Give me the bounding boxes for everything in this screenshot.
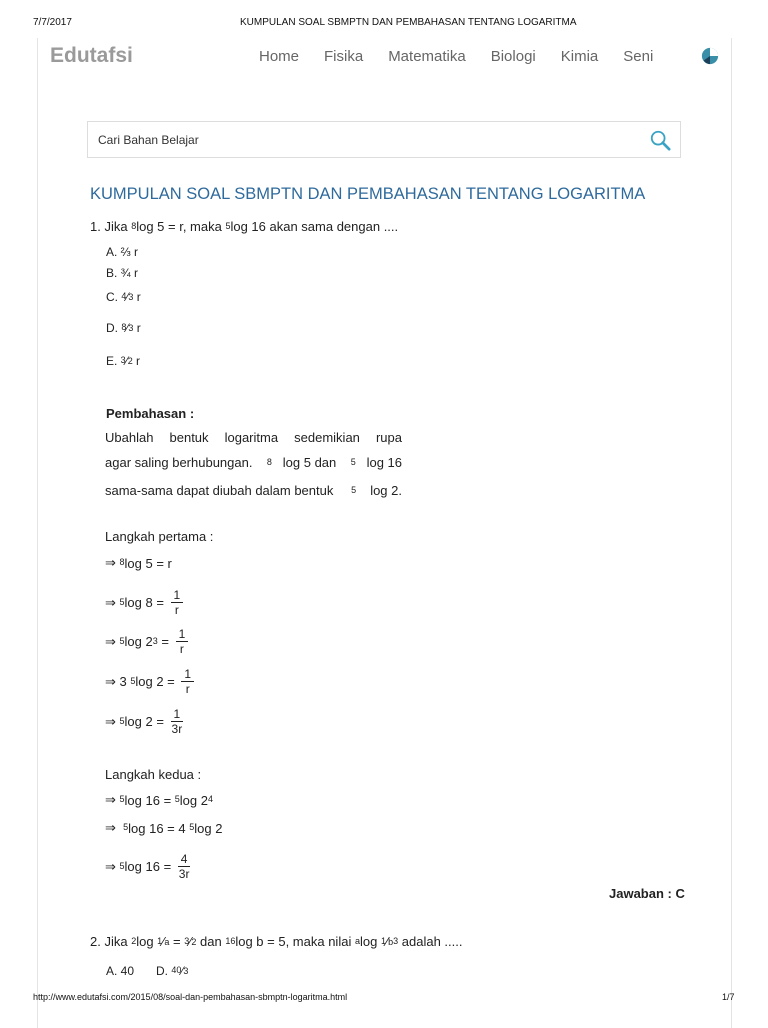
nav-biologi[interactable]: Biologi [490, 48, 536, 65]
superscript: 4 [208, 794, 214, 804]
numerator: 4 [178, 852, 191, 867]
solution-line [105, 627, 191, 656]
denominator: r [179, 642, 184, 656]
nav-matematika[interactable]: Matematika [388, 48, 466, 65]
print-date: 7/7/2017 [33, 17, 72, 28]
superscript: 5 [225, 220, 231, 231]
fraction [181, 667, 194, 696]
text: Langkah pertama : [105, 529, 214, 544]
question-line [90, 934, 462, 949]
superscript: 5 [130, 675, 136, 686]
subscript: 2 [191, 936, 197, 947]
text: log 16 [366, 455, 402, 470]
main-nav [259, 48, 678, 65]
superscript: 5 [119, 635, 125, 646]
text: log 16 = 4 [128, 820, 190, 836]
denominator: r [185, 682, 190, 696]
subscript: b [388, 936, 394, 947]
numerator: 1 [171, 588, 184, 603]
text: 1. Jika [90, 219, 132, 234]
solution-line [105, 483, 402, 498]
text: ⁄ [126, 321, 129, 335]
superscript: 8 [131, 220, 137, 231]
text: ⇒ [105, 820, 124, 835]
superscript: 4 [121, 291, 127, 301]
superscript: 16 [225, 935, 236, 946]
numerator: 1 [176, 627, 189, 642]
text: 2. Jika [90, 934, 132, 949]
answer-line [609, 886, 685, 901]
text: r [133, 290, 141, 304]
fraction [171, 707, 184, 736]
question-line [106, 266, 138, 280]
question-line [106, 354, 140, 368]
fraction [171, 588, 184, 617]
text: ⁄ [126, 290, 129, 304]
solution-line [105, 430, 402, 445]
nav-seni[interactable]: Seni [623, 48, 654, 65]
text: A. 40 [106, 964, 135, 978]
text: C. [106, 290, 122, 304]
question-line [106, 245, 138, 259]
superscript: 5 [350, 456, 356, 467]
superscript: 5 [119, 715, 125, 726]
subscript: 3 [128, 292, 134, 302]
text: D. [106, 321, 122, 335]
text: Langkah kedua : [105, 767, 202, 782]
question-line [156, 964, 188, 978]
text: ⇒ [105, 555, 120, 570]
text: ⁄ [385, 934, 389, 949]
solution-line [105, 852, 193, 881]
text: log 2 = [124, 714, 168, 729]
text: B. ¾ r [106, 266, 139, 280]
superscript: 5 [351, 484, 357, 495]
superscript: 5 [119, 860, 125, 871]
question-line [106, 290, 141, 304]
text: log 2 [124, 634, 153, 649]
nav-kimia[interactable]: Kimia [560, 48, 599, 65]
superscript: 3 [120, 355, 126, 365]
text: log b = 5, maka nilai [235, 934, 355, 949]
text: log 2. [370, 483, 402, 498]
label: Pembahasan : [106, 406, 195, 421]
text: log 8 = [124, 595, 168, 610]
solution-line [105, 455, 402, 470]
search-box [87, 121, 681, 158]
solution-line [105, 588, 186, 617]
superscript: 3 [184, 935, 190, 946]
question-line [106, 321, 141, 335]
superscript: 8 [266, 456, 272, 467]
text: ⁄ [189, 934, 192, 949]
solution-line [105, 767, 201, 782]
search-icon[interactable] [649, 129, 671, 151]
superscript: a [354, 935, 360, 946]
nav-fisika[interactable]: Fisika [324, 48, 364, 65]
text: adalah ..... [398, 934, 463, 949]
superscript: 5 [189, 822, 195, 832]
denominator: 3r [171, 722, 183, 736]
text: ⇒ [105, 713, 120, 729]
text: = [169, 934, 185, 949]
solution-line [105, 820, 222, 836]
text: ⇒ [105, 633, 120, 649]
print-title: KUMPULAN SOAL SBMPTN DAN PEMBAHASAN TENTANG LOGARITMA [240, 17, 577, 28]
denominator: r [174, 603, 179, 617]
numerator: 1 [181, 667, 194, 682]
superscript: 3 [393, 935, 399, 946]
page-number: 1/7 [722, 992, 735, 1002]
text: ⁄ [125, 354, 128, 368]
text: r [133, 321, 141, 335]
numerator: 1 [171, 707, 184, 722]
text: ⇒ [105, 858, 120, 874]
solution-line [105, 667, 197, 696]
text: E. [106, 354, 121, 368]
superscript: 8 [119, 557, 125, 567]
superscript: 3 [152, 635, 158, 646]
solution-line [106, 406, 194, 421]
text: log 2 [179, 792, 208, 808]
text: ⁄ [162, 934, 165, 949]
text: log 2 [194, 820, 223, 836]
solution-line [105, 707, 186, 736]
pie-chart-icon[interactable] [701, 47, 719, 65]
subscript: 3 [128, 323, 134, 333]
superscript: 5 [119, 794, 125, 804]
text: log 5 = r [124, 555, 172, 571]
text: agar saling berhubungan. [105, 455, 257, 470]
text: log 16 = [124, 859, 175, 874]
text: log 16 akan sama dengan .... [230, 219, 399, 234]
text: = [157, 634, 173, 649]
text: log 5 = r, maka [136, 219, 226, 234]
subscript: 3 [183, 966, 189, 976]
text: dan [196, 934, 226, 949]
label: Jawaban : C [609, 886, 685, 901]
text: ⇒ [105, 594, 120, 610]
subscript: a [164, 936, 170, 947]
question-line [106, 964, 134, 978]
solution-line [105, 555, 172, 571]
fraction [178, 852, 191, 881]
superscript: 1 [380, 935, 386, 946]
nav-home[interactable]: Home [259, 48, 300, 65]
text: log [136, 934, 158, 949]
superscript: 2 [131, 935, 137, 946]
text: sama-sama dapat diubah dalam bentuk [105, 483, 337, 498]
superscript: 5 [119, 596, 125, 607]
superscript: 5 [174, 794, 180, 804]
page-url: http://www.edutafsi.com/2015/08/soal-dan-pembahasan-sbmptn-logaritma.html [33, 992, 348, 1002]
superscript: 1 [157, 935, 163, 946]
text: D. [156, 964, 172, 978]
solution-line [105, 529, 213, 544]
text: Ubahlah bentuk logaritma sedemikian rupa [105, 430, 402, 445]
search-input[interactable] [96, 132, 640, 148]
text: r [132, 354, 141, 368]
solution-line [105, 792, 213, 808]
text: ⇒ 3 [105, 673, 131, 689]
superscript: 8 [121, 322, 127, 332]
text: ⁄ [181, 964, 184, 978]
article-title: KUMPULAN SOAL SBMPTN DAN PEMBAHASAN TENTANG LOGARITMA [90, 185, 646, 203]
question-line [90, 219, 398, 234]
denominator: 3r [178, 867, 190, 881]
text: log 2 = [135, 674, 179, 689]
superscript: 40 [171, 965, 182, 975]
text: log 16 = [124, 792, 175, 808]
site-logo[interactable]: Edutafsi [50, 44, 133, 67]
text: log [359, 934, 381, 949]
superscript: 5 [123, 822, 129, 832]
subscript: 2 [127, 356, 133, 366]
text: ⇒ [105, 792, 120, 807]
text: log 5 dan [282, 455, 340, 470]
text: A. ⅔ r [106, 245, 139, 259]
fraction [176, 627, 189, 656]
